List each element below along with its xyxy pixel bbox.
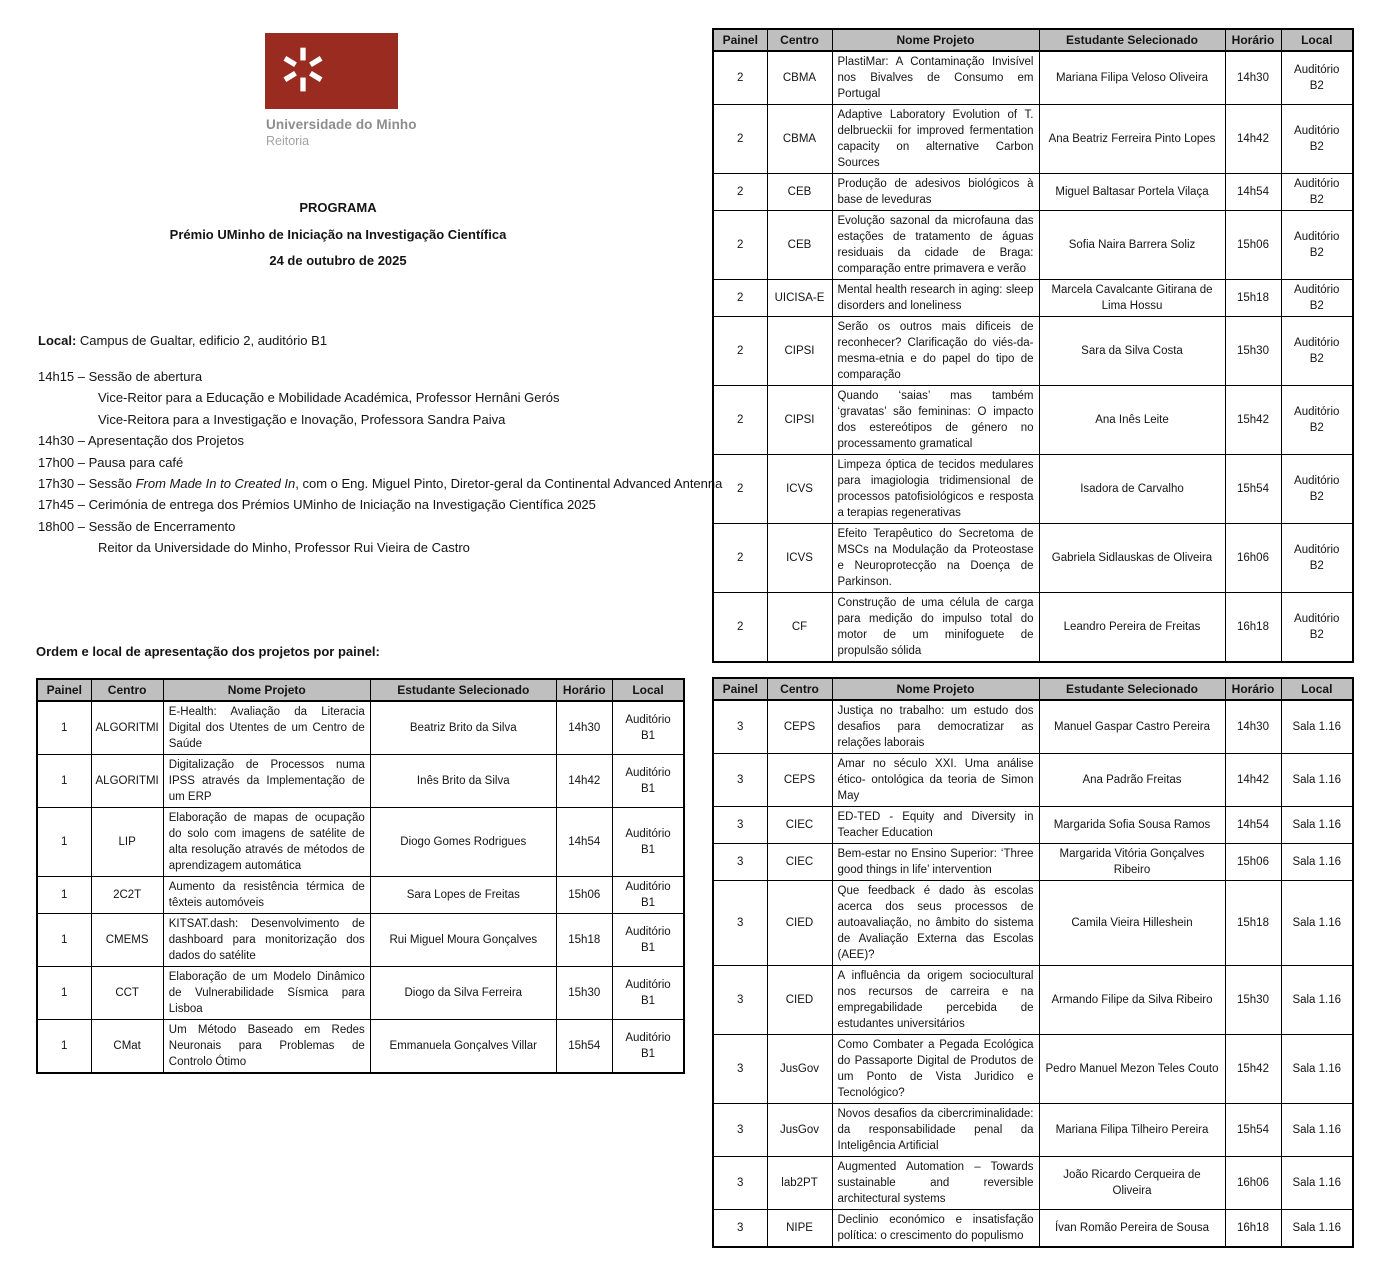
cell-horario: 15h54 bbox=[1225, 1104, 1281, 1157]
cell-projeto: Serão os outros mais dificeis de reconhecer? Clarificação do viés-da-mesma-etnia e do papel do tipo de comparação bbox=[832, 317, 1039, 386]
cell-local: Sala 1.16 bbox=[1281, 1210, 1353, 1248]
col-header-local: Local bbox=[1281, 29, 1353, 51]
cell-estudante: Sofia Naira Barrera Soliz bbox=[1039, 211, 1225, 280]
program-title-block bbox=[36, 201, 640, 281]
cell-estudante: Marcela Cavalcante Gitirana de Lima Hossu bbox=[1039, 280, 1225, 317]
cell-horario: 15h30 bbox=[1225, 966, 1281, 1035]
schedule-line-text: 14h30 – Apresentação dos Projetos bbox=[38, 433, 244, 449]
cell-estudante: Ívan Romão Pereira de Sousa bbox=[1039, 1210, 1225, 1248]
table-row bbox=[37, 1020, 684, 1074]
cell-projeto: A influência da origem sociocultural nos recursos de carreira e na empregabilidade percebida de estudantes universitários bbox=[832, 966, 1039, 1035]
table-row bbox=[713, 700, 1353, 754]
cell-projeto: KITSAT.dash: Desenvolvimento de dashboard para monitorização dos dados do satélite bbox=[163, 914, 370, 967]
table-row bbox=[713, 1104, 1353, 1157]
table-row bbox=[713, 754, 1353, 807]
table-row bbox=[713, 1210, 1353, 1248]
location-value: Campus de Gualtar, edificio 2, auditório B1 bbox=[76, 333, 328, 348]
col-header-painel: Painel bbox=[713, 678, 767, 700]
cell-painel: 2 bbox=[713, 455, 767, 524]
col-header-estudante: Estudante Selecionado bbox=[1039, 678, 1225, 700]
cell-projeto: Declinio económico e insatisfação política: o crescimento do populismo bbox=[832, 1210, 1039, 1248]
cell-horario: 15h42 bbox=[1225, 1035, 1281, 1104]
cell-horario: 15h30 bbox=[1225, 317, 1281, 386]
header-row bbox=[37, 679, 684, 701]
cell-centro: CMat bbox=[91, 1020, 163, 1074]
org-unit: Reitoria bbox=[266, 134, 310, 148]
cell-horario: 14h42 bbox=[556, 755, 612, 808]
cell-horario: 15h18 bbox=[556, 914, 612, 967]
col-header-local: Local bbox=[612, 679, 684, 701]
table-row bbox=[37, 914, 684, 967]
cell-local: Auditório B2 bbox=[1281, 280, 1353, 317]
cell-painel: 3 bbox=[713, 844, 767, 881]
panel-2-table bbox=[712, 28, 1354, 663]
schedule-list bbox=[38, 366, 722, 559]
cell-painel: 3 bbox=[713, 700, 767, 754]
schedule-line bbox=[38, 366, 722, 387]
cell-painel: 3 bbox=[713, 1104, 767, 1157]
cell-painel: 3 bbox=[713, 966, 767, 1035]
cell-horario: 14h54 bbox=[1225, 174, 1281, 211]
col-header-painel: Painel bbox=[37, 679, 91, 701]
cell-local: Sala 1.16 bbox=[1281, 881, 1353, 966]
cell-horario: 14h54 bbox=[556, 808, 612, 877]
col-header-centro: Centro bbox=[767, 678, 832, 700]
table-row bbox=[713, 807, 1353, 844]
col-header-estudante: Estudante Selecionado bbox=[1039, 29, 1225, 51]
cell-centro: CEPS bbox=[767, 754, 832, 807]
cell-centro: JusGov bbox=[767, 1035, 832, 1104]
cell-local: Auditório B2 bbox=[1281, 105, 1353, 174]
cell-estudante: Camila Vieira Hilleshein bbox=[1039, 881, 1225, 966]
cell-projeto: Elaboração de mapas de ocupação do solo com imagens de satélite de alta resolução através de métodos de aprendizagem automática bbox=[163, 808, 370, 877]
cell-centro: CCT bbox=[91, 967, 163, 1020]
cell-projeto: Aumento da resistência térmica de têxteis automóveis bbox=[163, 877, 370, 914]
cell-painel: 3 bbox=[713, 754, 767, 807]
cell-horario: 15h06 bbox=[1225, 844, 1281, 881]
cell-projeto: Evolução sazonal da microfauna das estações de tratamento de águas residuais da cidade de Braga: comparação entre primavera e verão bbox=[832, 211, 1039, 280]
cell-estudante: Leandro Pereira de Freitas bbox=[1039, 593, 1225, 663]
cell-local: Auditório B2 bbox=[1281, 455, 1353, 524]
schedule-line-text: Vice-Reitor para a Educação e Mobilidade Académica, Professor Hernâni Gerós bbox=[98, 390, 560, 406]
cell-centro: NIPE bbox=[767, 1210, 832, 1248]
cell-horario: 14h42 bbox=[1225, 105, 1281, 174]
cell-local: Sala 1.16 bbox=[1281, 700, 1353, 754]
col-header-centro: Centro bbox=[767, 29, 832, 51]
cell-estudante: Ana Beatriz Ferreira Pinto Lopes bbox=[1039, 105, 1225, 174]
cell-local: Auditório B2 bbox=[1281, 524, 1353, 593]
table-row bbox=[713, 174, 1353, 211]
col-header-projeto: Nome Projeto bbox=[163, 679, 370, 701]
cell-horario: 15h06 bbox=[1225, 211, 1281, 280]
cell-projeto: Elaboração de um Modelo Dinâmico de Vulnerabilidade Sísmica para Lisboa bbox=[163, 967, 370, 1020]
cell-painel: 1 bbox=[37, 755, 91, 808]
col-header-estudante: Estudante Selecionado bbox=[370, 679, 556, 701]
cell-painel: 1 bbox=[37, 808, 91, 877]
schedule-line-text: 17h45 – Cerimónia de entrega dos Prémios UMinho de Iniciação na Investigação Científica 2025 bbox=[38, 497, 596, 513]
cell-local: Auditório B2 bbox=[1281, 593, 1353, 663]
cell-horario: 14h42 bbox=[1225, 754, 1281, 807]
cell-estudante: Isadora de Carvalho bbox=[1039, 455, 1225, 524]
cell-local: Auditório B1 bbox=[612, 755, 684, 808]
cell-local: Sala 1.16 bbox=[1281, 754, 1353, 807]
schedule-line bbox=[38, 537, 722, 558]
table-row bbox=[713, 593, 1353, 663]
col-header-painel: Painel bbox=[713, 29, 767, 51]
cell-painel: 2 bbox=[713, 51, 767, 105]
cell-horario: 16h18 bbox=[1225, 1210, 1281, 1248]
table-row bbox=[713, 524, 1353, 593]
cell-painel: 1 bbox=[37, 914, 91, 967]
cell-centro: ICVS bbox=[767, 455, 832, 524]
cell-centro: CEPS bbox=[767, 700, 832, 754]
cell-estudante: Sara da Silva Costa bbox=[1039, 317, 1225, 386]
org-name: Universidade do Minho bbox=[266, 117, 417, 132]
cell-centro: 2C2T bbox=[91, 877, 163, 914]
cell-projeto: Que feedback é dado às escolas acerca dos seus processos de autoavaliação, no âmbito do sistema de Avaliação Externa das Escolas (AEE)? bbox=[832, 881, 1039, 966]
cell-projeto: Limpeza óptica de tecidos medulares para imagiologia tridimensional de processos patofisiológicos e resposta a terapias regenerativas bbox=[832, 455, 1039, 524]
cell-projeto: Digitalização de Processos numa IPSS através da Implementação de um ERP bbox=[163, 755, 370, 808]
col-header-projeto: Nome Projeto bbox=[832, 29, 1039, 51]
schedule-line bbox=[38, 516, 722, 537]
header-row bbox=[713, 678, 1353, 700]
cell-projeto: PlastiMar: A Contaminação Invisível nos Bivalves de Consumo em Portugal bbox=[832, 51, 1039, 105]
cell-estudante: Mariana Filipa Veloso Oliveira bbox=[1039, 51, 1225, 105]
table-row bbox=[713, 280, 1353, 317]
cell-painel: 3 bbox=[713, 1157, 767, 1210]
schedule-line-italic-text: From Made In to Created In bbox=[135, 476, 296, 492]
col-header-local: Local bbox=[1281, 678, 1353, 700]
cell-horario: 16h06 bbox=[1225, 524, 1281, 593]
program-title: PROGRAMA bbox=[299, 200, 377, 215]
cell-local: Auditório B2 bbox=[1281, 211, 1353, 280]
table-row bbox=[713, 844, 1353, 881]
cell-projeto: Novos desafios da cibercriminalidade: da responsabilidade penal da Inteligência Artificial bbox=[832, 1104, 1039, 1157]
schedule-line bbox=[38, 494, 722, 515]
cell-horario: 15h54 bbox=[556, 1020, 612, 1074]
cell-painel: 3 bbox=[713, 807, 767, 844]
program-date: 24 de outubro de 2025 bbox=[269, 253, 407, 268]
cell-centro: CEB bbox=[767, 174, 832, 211]
cell-centro: ALGORITMI bbox=[91, 701, 163, 755]
schedule-line-text: Vice-Reitora para a Investigação e Inovação, Professora Sandra Paiva bbox=[98, 411, 506, 427]
cell-painel: 1 bbox=[37, 877, 91, 914]
cell-local: Auditório B2 bbox=[1281, 51, 1353, 105]
location-line bbox=[38, 333, 327, 348]
cell-painel: 3 bbox=[713, 1210, 767, 1248]
table-row bbox=[37, 967, 684, 1020]
cell-estudante: Rui Miguel Moura Gonçalves bbox=[370, 914, 556, 967]
cell-projeto: Como Combater a Pegada Ecológica do Passaporte Digital de Produtos de um Ponto de Vista Juridico e Tecnológico? bbox=[832, 1035, 1039, 1104]
cell-horario: 15h30 bbox=[556, 967, 612, 1020]
schedule-line bbox=[38, 387, 722, 408]
cell-horario: 14h54 bbox=[1225, 807, 1281, 844]
table-row bbox=[713, 1157, 1353, 1210]
cell-estudante: Margarida Vitória Gonçalves Ribeiro bbox=[1039, 844, 1225, 881]
cell-painel: 3 bbox=[713, 1035, 767, 1104]
cell-painel: 3 bbox=[713, 881, 767, 966]
col-header-projeto: Nome Projeto bbox=[832, 678, 1039, 700]
cell-painel: 2 bbox=[713, 386, 767, 455]
table-row bbox=[37, 755, 684, 808]
table-row bbox=[713, 386, 1353, 455]
cell-projeto: ED-TED - Equity and Diversity in Teacher Education bbox=[832, 807, 1039, 844]
schedule-line-text: , com o Eng. Miguel Pinto, Diretor-geral da Continental Advanced Antenna bbox=[295, 476, 723, 492]
cell-local: Auditório B1 bbox=[612, 967, 684, 1020]
cell-centro: CF bbox=[767, 593, 832, 663]
cell-centro: CIED bbox=[767, 966, 832, 1035]
cell-horario: 14h30 bbox=[1225, 700, 1281, 754]
table-row bbox=[713, 455, 1353, 524]
cell-horario: 14h30 bbox=[556, 701, 612, 755]
panel-3-table bbox=[712, 677, 1354, 1248]
cell-centro: ALGORITMI bbox=[91, 755, 163, 808]
cell-projeto: Justiça no trabalho: um estudo dos desafios para democratizar as relações laborais bbox=[832, 700, 1039, 754]
uminho-asterisk-icon bbox=[271, 37, 335, 101]
cell-centro: CIEC bbox=[767, 807, 832, 844]
cell-local: Auditório B2 bbox=[1281, 317, 1353, 386]
cell-local: Sala 1.16 bbox=[1281, 807, 1353, 844]
cell-horario: 14h30 bbox=[1225, 51, 1281, 105]
cell-projeto: Quando ‘saias’ mas também ‘gravatas’ são femininas: O impacto dos estereótipos de género no processamento gramatical bbox=[832, 386, 1039, 455]
header-row bbox=[713, 29, 1353, 51]
cell-local: Sala 1.16 bbox=[1281, 1104, 1353, 1157]
table-row bbox=[713, 966, 1353, 1035]
cell-estudante: Sara Lopes de Freitas bbox=[370, 877, 556, 914]
cell-centro: CBMA bbox=[767, 105, 832, 174]
cell-horario: 15h42 bbox=[1225, 386, 1281, 455]
cell-projeto: Construção de uma célula de carga para medição do impulso total do motor de um minifoguete de propulsão sólida bbox=[832, 593, 1039, 663]
cell-local: Sala 1.16 bbox=[1281, 1157, 1353, 1210]
cell-centro: CIED bbox=[767, 881, 832, 966]
cell-estudante: Pedro Manuel Mezon Teles Couto bbox=[1039, 1035, 1225, 1104]
cell-painel: 2 bbox=[713, 211, 767, 280]
cell-estudante: Inês Brito da Silva bbox=[370, 755, 556, 808]
cell-estudante: Mariana Filipa Tilheiro Pereira bbox=[1039, 1104, 1225, 1157]
cell-centro: CIPSI bbox=[767, 386, 832, 455]
table-row bbox=[713, 317, 1353, 386]
cell-painel: 2 bbox=[713, 524, 767, 593]
cell-painel: 1 bbox=[37, 1020, 91, 1074]
cell-projeto: Adaptive Laboratory Evolution of T. delbrueckii for improved fermentation capacity on alternative Carbon Sources bbox=[832, 105, 1039, 174]
cell-estudante: João Ricardo Cerqueira de Oliveira bbox=[1039, 1157, 1225, 1210]
cell-projeto: Efeito Terapêutico do Secretoma de MSCs na Modulação da Proteostase e Neuroprotecção na Doença de Parkinson. bbox=[832, 524, 1039, 593]
cell-centro: JusGov bbox=[767, 1104, 832, 1157]
table-row bbox=[713, 211, 1353, 280]
col-header-centro: Centro bbox=[91, 679, 163, 701]
cell-painel: 1 bbox=[37, 967, 91, 1020]
cell-horario: 16h18 bbox=[1225, 593, 1281, 663]
cell-centro: lab2PT bbox=[767, 1157, 832, 1210]
cell-centro: UICISA-E bbox=[767, 280, 832, 317]
cell-estudante: Ana Inês Leite bbox=[1039, 386, 1225, 455]
cell-estudante: Beatriz Brito da Silva bbox=[370, 701, 556, 755]
cell-projeto: Produção de adesivos biológicos à base de leveduras bbox=[832, 174, 1039, 211]
col-header-horario: Horário bbox=[1225, 678, 1281, 700]
table-row bbox=[713, 51, 1353, 105]
cell-estudante: Miguel Baltasar Portela Vilaça bbox=[1039, 174, 1225, 211]
cell-centro: CMEMS bbox=[91, 914, 163, 967]
cell-centro: CEB bbox=[767, 211, 832, 280]
schedule-line bbox=[38, 473, 722, 494]
panel-1-table bbox=[36, 678, 685, 1074]
schedule-line bbox=[38, 409, 722, 430]
cell-projeto: Um Método Baseado em Redes Neuronais para Problemas de Controlo Ótimo bbox=[163, 1020, 370, 1074]
cell-local: Auditório B1 bbox=[612, 877, 684, 914]
cell-painel: 2 bbox=[713, 105, 767, 174]
table-row bbox=[713, 881, 1353, 966]
cell-centro: LIP bbox=[91, 808, 163, 877]
cell-estudante: Gabriela Sidlauskas de Oliveira bbox=[1039, 524, 1225, 593]
table-row bbox=[37, 701, 684, 755]
table-row bbox=[37, 808, 684, 877]
table-row bbox=[713, 105, 1353, 174]
cell-estudante: Emmanuela Gonçalves Villar bbox=[370, 1020, 556, 1074]
cell-projeto: E-Health: Avaliação da Literacia Digital dos Utentes de um Centro de Saúde bbox=[163, 701, 370, 755]
cell-local: Auditório B2 bbox=[1281, 174, 1353, 211]
cell-painel: 1 bbox=[37, 701, 91, 755]
cell-horario: 15h18 bbox=[1225, 881, 1281, 966]
cell-horario: 15h06 bbox=[556, 877, 612, 914]
schedule-line bbox=[38, 430, 722, 451]
cell-local: Auditório B1 bbox=[612, 1020, 684, 1074]
cell-horario: 16h06 bbox=[1225, 1157, 1281, 1210]
cell-centro: CIEC bbox=[767, 844, 832, 881]
cell-horario: 15h18 bbox=[1225, 280, 1281, 317]
section-heading: Ordem e local de apresentação dos projetos por painel: bbox=[36, 644, 380, 659]
uminho-logo bbox=[265, 33, 398, 109]
cell-painel: 2 bbox=[713, 317, 767, 386]
table-row bbox=[37, 877, 684, 914]
cell-local: Sala 1.16 bbox=[1281, 966, 1353, 1035]
cell-horario: 15h54 bbox=[1225, 455, 1281, 524]
schedule-line-text: 18h00 – Sessão de Encerramento bbox=[38, 518, 236, 534]
cell-painel: 2 bbox=[713, 593, 767, 663]
location-label: Local: bbox=[38, 333, 77, 348]
cell-estudante: Margarida Sofia Sousa Ramos bbox=[1039, 807, 1225, 844]
cell-painel: 2 bbox=[713, 280, 767, 317]
cell-estudante: Manuel Gaspar Castro Pereira bbox=[1039, 700, 1225, 754]
cell-estudante: Ana Padrão Freitas bbox=[1039, 754, 1225, 807]
cell-projeto: Mental health research in aging: sleep disorders and loneliness bbox=[832, 280, 1039, 317]
cell-projeto: Augmented Automation – Towards sustainable and reversible architectural systems bbox=[832, 1157, 1039, 1210]
schedule-line-text: Reitor da Universidade do Minho, Professor Rui Vieira de Castro bbox=[98, 540, 470, 556]
cell-projeto: Amar no século XXI. Uma análise ético- ontológica da teoria de Simon May bbox=[832, 754, 1039, 807]
cell-centro: CIPSI bbox=[767, 317, 832, 386]
cell-estudante: Diogo da Silva Ferreira bbox=[370, 967, 556, 1020]
cell-projeto: Bem-estar no Ensino Superior: ‘Three good things in life’ intervention bbox=[832, 844, 1039, 881]
schedule-line-text: 17h30 – Sessão bbox=[38, 476, 136, 492]
col-header-horario: Horário bbox=[556, 679, 612, 701]
cell-painel: 2 bbox=[713, 174, 767, 211]
schedule-line-text: 14h15 – Sessão de abertura bbox=[38, 369, 203, 384]
cell-local: Auditório B1 bbox=[612, 808, 684, 877]
col-header-horario: Horário bbox=[1225, 29, 1281, 51]
cell-local: Sala 1.16 bbox=[1281, 844, 1353, 881]
schedule-line bbox=[38, 452, 722, 473]
cell-local: Sala 1.16 bbox=[1281, 1035, 1353, 1104]
cell-centro: ICVS bbox=[767, 524, 832, 593]
cell-local: Auditório B1 bbox=[612, 701, 684, 755]
cell-local: Auditório B1 bbox=[612, 914, 684, 967]
cell-local: Auditório B2 bbox=[1281, 386, 1353, 455]
schedule-line-text: 17h00 – Pausa para café bbox=[38, 454, 184, 470]
table-row bbox=[713, 1035, 1353, 1104]
cell-centro: CBMA bbox=[767, 51, 832, 105]
cell-estudante: Armando Filipe da Silva Ribeiro bbox=[1039, 966, 1225, 1035]
program-subtitle: Prémio UMinho de Iniciação na Investigação Científica bbox=[169, 226, 507, 242]
cell-estudante: Diogo Gomes Rodrigues bbox=[370, 808, 556, 877]
